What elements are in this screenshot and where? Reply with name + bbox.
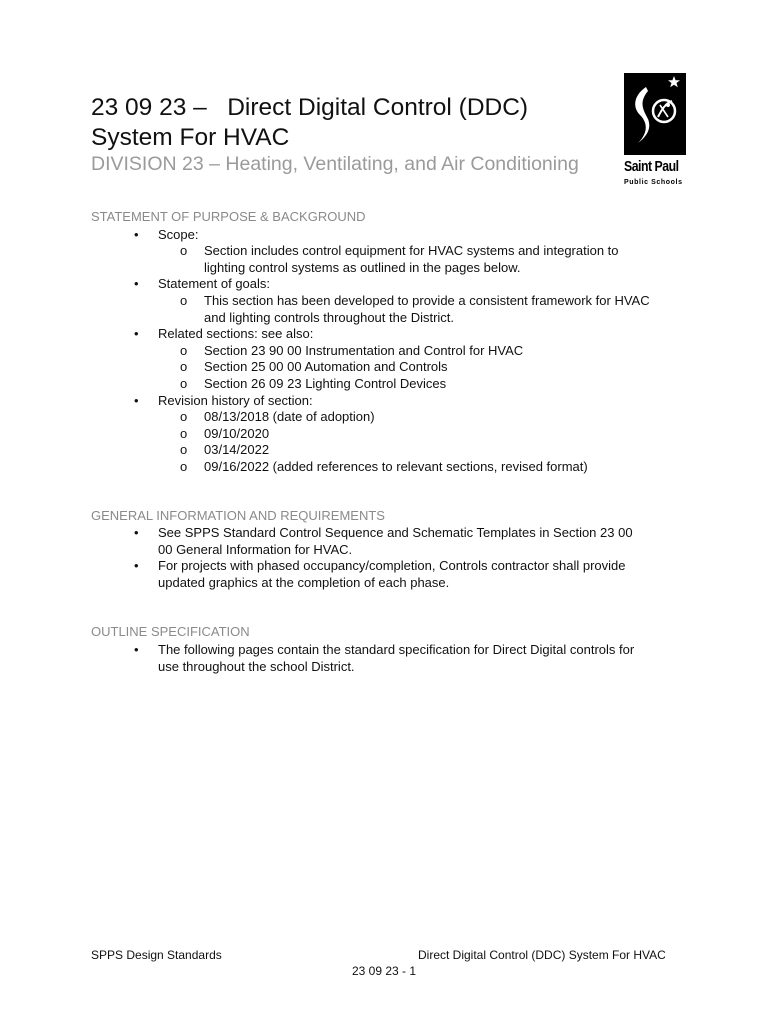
sub-bullet-icon: o — [180, 376, 188, 391]
bullet-icon: • — [134, 558, 139, 573]
general-item-2-line-1: For projects with phased occupancy/completion, Controls contractor shall provide — [158, 558, 626, 573]
sub-bullet-icon: o — [180, 343, 188, 358]
related-label: Related sections: see also: — [158, 326, 314, 341]
page-number: 23 09 23 - 1 — [352, 964, 417, 978]
goals-text-line-2: and lighting controls throughout the District. — [204, 310, 455, 325]
revision-item: 09/16/2022 (added references to relevant sections, revised format) — [204, 459, 588, 474]
related-item: Section 23 90 00 Instrumentation and Control for HVAC — [204, 343, 524, 358]
scope-text-line-1: Section includes control equipment for HVAC systems and integration to — [204, 243, 619, 258]
sub-bullet-icon: o — [180, 442, 188, 457]
footer-left: SPPS Design Standards — [91, 948, 222, 962]
general-item-2-line-2: updated graphics at the completion of each phase. — [158, 575, 450, 590]
sub-bullet-icon: o — [180, 359, 188, 374]
sub-bullet-icon: o — [180, 293, 188, 308]
bullet-icon: • — [134, 525, 139, 540]
general-item-1-line-1: See SPPS Standard Control Sequence and Schematic Templates in Section 23 00 — [158, 525, 633, 540]
division-subtitle: DIVISION 23 – Heating, Ventilating, and Air Conditioning — [91, 153, 579, 175]
outline-item-1-line-2: use throughout the school District. — [158, 659, 355, 674]
title-line-1: 23 09 23 – Direct Digital Control (DDC) — [91, 94, 529, 121]
title-line-2: System For HVAC — [91, 124, 290, 151]
outline-item-1-line-1: The following pages contain the standard specification for Direct Digital controls for — [158, 642, 635, 657]
revision-item: 09/10/2020 — [204, 426, 270, 441]
scope-label: Scope: — [158, 227, 199, 242]
sub-bullet-icon: o — [180, 459, 188, 474]
bullet-icon: • — [134, 393, 139, 408]
goals-text-line-1: This section has been developed to provide a consistent framework for HVAC — [204, 293, 650, 308]
general-item-1-line-2: 00 General Information for HVAC. — [158, 542, 353, 557]
page-title — [91, 93, 591, 153]
bullet-icon: • — [134, 642, 139, 657]
bullet-icon: • — [134, 276, 139, 291]
section-heading-outline: OUTLINE SPECIFICATION — [91, 624, 250, 639]
sub-bullet-icon: o — [180, 426, 188, 441]
logo-name: Saint Paul — [624, 158, 679, 175]
revision-label: Revision history of section: — [158, 393, 313, 408]
revision-item: 03/14/2022 — [204, 442, 270, 457]
section-heading-general: GENERAL INFORMATION AND REQUIREMENTS — [91, 508, 385, 523]
footer-right: Direct Digital Control (DDC) System For HVAC — [418, 948, 666, 962]
bullet-icon: • — [134, 227, 139, 242]
scope-text-line-2: lighting control systems as outlined in the pages below. — [204, 260, 521, 275]
section-heading-statement: STATEMENT OF PURPOSE & BACKGROUND — [91, 209, 366, 224]
related-item: Section 26 09 23 Lighting Control Devices — [204, 376, 447, 391]
logo-subtitle: Public Schools — [624, 179, 683, 186]
saint-paul-logo — [624, 73, 686, 190]
bullet-icon: • — [134, 326, 139, 341]
revision-item: 08/13/2018 (date of adoption) — [204, 409, 375, 424]
related-item: Section 25 00 00 Automation and Controls — [204, 359, 448, 374]
sub-bullet-icon: o — [180, 243, 188, 258]
goals-label: Statement of goals: — [158, 276, 271, 291]
logo-emblem-icon — [624, 73, 686, 155]
sub-bullet-icon: o — [180, 409, 188, 424]
